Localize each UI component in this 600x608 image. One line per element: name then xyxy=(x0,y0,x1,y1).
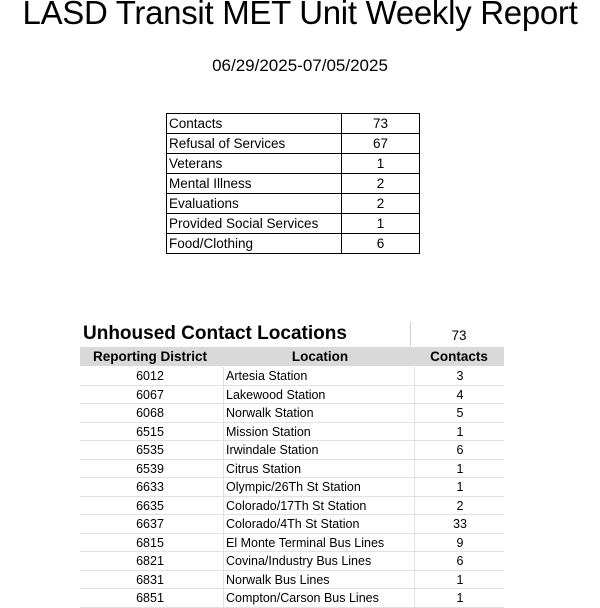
contacts-cell: 1 xyxy=(414,571,505,589)
district-cell: 6815 xyxy=(136,535,164,550)
summary-value: 6 xyxy=(342,234,420,254)
district-cell: 6012 xyxy=(136,369,164,383)
location-cell: Artesia Station xyxy=(223,367,416,385)
contacts-cell: 9 xyxy=(414,534,505,552)
summary-row xyxy=(167,134,420,154)
locations-total: 73 xyxy=(451,328,467,343)
contacts-cell: 5 xyxy=(414,404,505,422)
district-cell: 6539 xyxy=(136,461,164,476)
district-cell: 6515 xyxy=(136,424,164,439)
contacts-cell: 4 xyxy=(414,386,505,404)
summary-row xyxy=(167,214,420,234)
table-row xyxy=(80,552,504,571)
summary-value: 2 xyxy=(342,194,420,214)
table-row xyxy=(80,367,504,386)
table-row xyxy=(80,478,504,497)
summary-label: Veterans xyxy=(167,154,342,174)
report-title: LASD Transit MET Unit Weekly Report xyxy=(22,0,578,31)
location-cell: Norwalk Bus Lines xyxy=(223,571,416,589)
district-cell: 6821 xyxy=(136,554,164,568)
table-row xyxy=(80,534,504,553)
location-cell: Colorado/4Th St Station xyxy=(223,515,416,533)
contacts-cell: 6 xyxy=(414,552,505,570)
report-date-range: 06/29/2025-07/05/2025 xyxy=(212,56,388,75)
contacts-cell: 3 xyxy=(414,367,505,385)
summary-value: 67 xyxy=(342,134,420,154)
district-cell: 6831 xyxy=(136,572,164,587)
district-cell: 6635 xyxy=(136,498,164,513)
location-cell: Citrus Station xyxy=(223,460,416,478)
table-row xyxy=(80,515,504,534)
summary-label: Provided Social Services xyxy=(167,214,342,234)
district-cell: 6068 xyxy=(136,406,164,420)
district-cell: 6535 xyxy=(136,443,164,457)
summary-table xyxy=(166,113,420,254)
summary-value: 1 xyxy=(342,154,420,174)
location-cell: Irwindale Station xyxy=(223,441,416,459)
location-cell: Colorado/17Th St Station xyxy=(223,497,416,515)
contacts-cell: 33 xyxy=(414,515,505,533)
summary-label: Mental Illness xyxy=(167,174,342,194)
district-cell: 6637 xyxy=(136,517,164,531)
summary-row xyxy=(167,114,420,134)
district-cell: 6851 xyxy=(136,591,164,605)
table-row xyxy=(80,589,504,608)
table-row xyxy=(80,441,504,460)
summary-label: Contacts xyxy=(167,114,342,134)
table-row xyxy=(80,423,504,442)
column-header-contacts: Contacts xyxy=(430,349,488,364)
location-cell: Compton/Carson Bus Lines xyxy=(223,589,416,607)
district-cell: 6067 xyxy=(136,387,164,402)
summary-row xyxy=(167,174,420,194)
contacts-cell: 1 xyxy=(414,423,505,441)
table-row xyxy=(80,460,504,479)
column-header-district: Reporting District xyxy=(92,349,207,364)
locations-column-header xyxy=(80,347,504,366)
locations-title: Unhoused Contact Locations xyxy=(80,322,411,346)
summary-value: 1 xyxy=(342,214,420,234)
district-cell: 6633 xyxy=(136,480,164,494)
column-header-location: Location xyxy=(291,349,349,364)
contacts-cell: 1 xyxy=(414,460,505,478)
table-row xyxy=(80,497,504,516)
summary-value: 73 xyxy=(342,114,420,134)
location-cell: Lakewood Station xyxy=(223,386,416,404)
summary-label: Refusal of Services xyxy=(167,134,342,154)
summary-value: 2 xyxy=(342,174,420,194)
location-cell: El Monte Terminal Bus Lines xyxy=(223,534,416,552)
summary-row xyxy=(167,234,420,254)
table-row xyxy=(80,386,504,405)
contacts-cell: 6 xyxy=(414,441,505,459)
location-cell: Mission Station xyxy=(223,423,416,441)
locations-rows xyxy=(80,367,504,608)
contacts-cell: 1 xyxy=(414,478,505,496)
location-cell: Olympic/26Th St Station xyxy=(223,478,416,496)
summary-row xyxy=(167,194,420,214)
contacts-cell: 2 xyxy=(414,497,505,515)
summary-label: Food/Clothing xyxy=(167,234,342,254)
summary-label: Evaluations xyxy=(167,194,342,214)
location-cell: Covina/Industry Bus Lines xyxy=(223,552,416,570)
table-row xyxy=(80,404,504,423)
summary-row xyxy=(167,154,420,174)
table-row xyxy=(80,571,504,590)
contacts-cell: 1 xyxy=(414,589,505,607)
location-cell: Norwalk Station xyxy=(223,404,416,422)
